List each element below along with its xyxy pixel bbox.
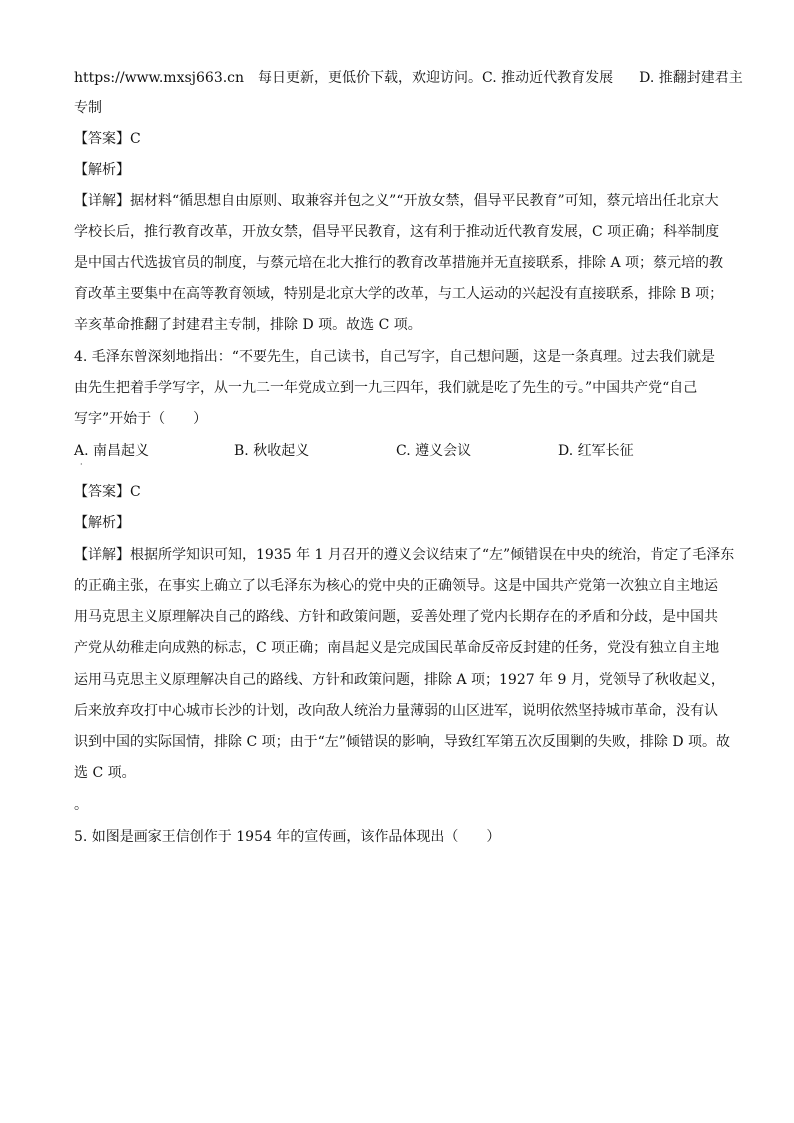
q4-detail-line: 运用马克思主义原理解决自己的路线、方针和政策问题，排除 A 项；1927 年 9 月，党领导了秋收起义，	[74, 672, 725, 688]
q4-stem-line: 写字”开始于（ ）	[74, 411, 208, 427]
stray-dot: ·	[80, 460, 83, 469]
prev-option-d-cont: 专制	[74, 100, 102, 116]
q4-answer: 【答案】C	[74, 484, 141, 500]
q4-detail-line: 用马克思主义原理解决自己的路线、方针和政策问题，妥善处理了党内长期存在的矛盾和分歧，是中国共	[74, 609, 718, 625]
q5-stem: 5. 如图是画家王信创作于 1954 年的宣传画，该作品体现出（ ）	[74, 829, 501, 845]
q4-analysis-label: 【解析】	[74, 515, 130, 531]
q4-detail-line: 识到中国的实际国情，排除 C 项；由于“左”倾错误的影响，导致红军第五次反围剿的失败，排除 D 项。故	[74, 734, 731, 750]
q4-detail-line: 后来放弃攻打中心城市长沙的计划，改向敌人统治力量薄弱的山区进军，说明依然坚持城市革命，没有认	[74, 703, 718, 719]
q4-option-d: D. 红军长征	[558, 443, 634, 459]
q3-detail-line: 育改革主要集中在高等教育领域，特别是北京大学的改革，与工人运动的兴起没有直接联系，排除 B 项；	[74, 286, 724, 302]
q4-option-c: C. 遵义会议	[396, 443, 472, 459]
q4-option-b: B. 秋收起义	[234, 443, 310, 459]
site-url: https://www.mxsj663.cn	[74, 70, 245, 86]
q3-detail-line: 【详解】据材料“循思想自由原则、取兼容并包之义”“开放女禁，倡导平民教育”可知，蔡元培出任北京大	[74, 193, 719, 209]
q3-detail-line: 学校长后，推行教育改革，开放女禁，倡导平民教育，这有利于推动近代教育发展，C 项正确；科举制度	[74, 224, 720, 240]
q3-answer: 【答案】C	[74, 131, 141, 147]
q3-detail-line: 是中国古代选拔官员的制度，与蔡元培在北大推行的教育改革措施并无直接联系，排除 A 项；蔡元培的教	[74, 255, 724, 271]
prev-option-c: C. 推动近代教育发展	[482, 70, 614, 86]
q4-detail-line: 选 C 项。	[74, 765, 136, 781]
q4-option-a: A. 南昌起义	[74, 443, 150, 459]
prev-option-d: D. 推翻封建君主	[639, 70, 743, 86]
header-line	[74, 68, 743, 88]
site-notice: 每日更新，更低价下载，欢迎访问。	[258, 70, 483, 86]
q3-detail-line: 辛亥革命推翻了封建君主专制，排除 D 项。故选 C 项。	[74, 317, 422, 333]
q4-detail-line: 的正确主张，在事实上确立了以毛泽东为核心的党中央的正确领导。这是中国共产党第一次独立自主地运	[74, 578, 718, 594]
q4-detail-line: 【详解】根据所学知识可知，1935 年 1 月召开的遵义会议结束了“左”倾错误在中央的统治，肯定了毛泽东	[74, 547, 735, 563]
trailing-mark: 。	[74, 797, 88, 813]
q4-stem-line: 4. 毛泽东曾深刻地指出：“不要先生，自己读书，自己写字，自己想问题，这是一条真理。过去我们就是	[74, 349, 715, 365]
q4-detail-line: 产党从幼稚走向成熟的标志，C 项正确；南昌起义是完成国民革命反帝反封建的任务，党没有独立自主地	[74, 640, 720, 656]
q3-analysis-label: 【解析】	[74, 162, 130, 178]
q4-stem-line: 由先生把着手学写字，从一九二一年党成立到一九三四年，我们就是吃了先生的亏。”中国共产党“自己	[74, 380, 698, 396]
